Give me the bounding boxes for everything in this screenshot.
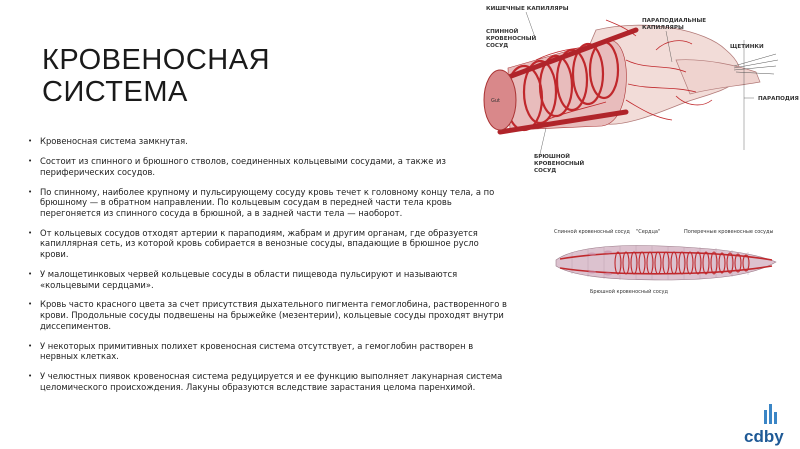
bullet-dot-icon: • bbox=[28, 137, 33, 145]
earthworm-vessels-illustration bbox=[552, 222, 780, 296]
label-dorsal-vessel-1: СПИННОЙ bbox=[486, 29, 519, 35]
label-ventral-vessel-1: БРЮШНОЙ bbox=[534, 154, 570, 160]
bullet-dot-icon: • bbox=[28, 156, 33, 165]
label-ring-vessels: Поперечные кровеносные сосуды bbox=[684, 229, 774, 235]
label-ventral-vessel-2: КРОВЕНОСНЫЙ bbox=[534, 161, 585, 167]
bullet-item bbox=[28, 136, 508, 147]
label-intestinal-capillaries: КИШЕЧНЫЕ КАПИЛЛЯРЫ bbox=[486, 6, 569, 12]
label-ventral-vessel-3: СОСУД bbox=[534, 168, 557, 174]
bullet-dot-icon: • bbox=[28, 269, 33, 278]
bullet-text: Кровеносная система замкнутая. bbox=[40, 136, 188, 146]
label-parapodial-capillaries-1: ПАРАПОДИАЛЬНЫЕ bbox=[642, 18, 707, 24]
bullet-list bbox=[28, 136, 508, 402]
bullet-item bbox=[28, 269, 508, 290]
bullet-item bbox=[28, 299, 508, 331]
bullet-text: От кольцевых сосудов отходят артерии к параподиям, жабрам и другим органам, где образуется капиллярная сеть, из которой кровь собирается в венозные сосуды, впадающие в брюшное русло крови. bbox=[40, 227, 479, 259]
bullet-text: Кровь часто красного цвета за счет присутствия дыхательного пигмента гемоглобина, растворенного в крови. Продольные сосуды подвешены на брыжейке (мезентерии), кольцевые сосуды проходят внутри диссепиментов. bbox=[40, 299, 507, 331]
bullet-dot-icon: • bbox=[28, 300, 33, 309]
bullet-item bbox=[28, 156, 508, 177]
bullet-item bbox=[28, 228, 508, 260]
title-line-2: СИСТЕМА bbox=[42, 76, 188, 108]
worm-circulatory-illustration bbox=[476, 0, 800, 178]
title-line-1: КРОВЕНОСНАЯ bbox=[42, 44, 271, 76]
bullet-item bbox=[28, 341, 508, 362]
bullet-dot-icon: • bbox=[28, 372, 33, 381]
label-parapodial-capillaries-2: КАПИЛЛЯРЫ bbox=[642, 25, 684, 31]
bullet-text: Состоит из спинного и брюшного стволов, соединенных кольцевыми сосудами, а также из периферических сосудов. bbox=[40, 155, 446, 177]
gut-label: Gut bbox=[491, 98, 501, 104]
label-dorsal-vessel-bottom: Спинной кровеносный сосуд bbox=[554, 229, 630, 235]
logo-bars-icon bbox=[764, 404, 777, 424]
cdby-logo bbox=[742, 402, 796, 446]
logo-text: cdby bbox=[744, 427, 784, 446]
label-hearts: "Сердца" bbox=[636, 229, 661, 235]
label-setae: ЩЕТИНКИ bbox=[730, 44, 764, 50]
bullet-item bbox=[28, 187, 508, 219]
bullet-dot-icon: • bbox=[28, 341, 33, 350]
bullet-text: По спинному, наиболее крупному и пульсирующему сосуду кровь течет к головному концу тела, а по брюшному — в обратном направлении. По кольцевым сосудам в передней части тела кровь перегоняется из спинного сосуда в брюшной, а в задней части тела — наоборот. bbox=[40, 186, 495, 218]
label-parapodia: ПАРАПОДИЯ bbox=[758, 96, 799, 102]
slide-title bbox=[42, 44, 302, 108]
bullet-text: У малощетинковых червей кольцевые сосуды в области пищевода пульсируют и называются «кольцевыми сердцами». bbox=[40, 268, 458, 290]
bullet-dot-icon: • bbox=[28, 228, 33, 237]
bullet-text: У челюстных пиявок кровеносная система редуцируется и ее функцию выполняет лакунарная система целомического происхождения. Лакуны образуются вследствие зарастания целома паренхимой. bbox=[40, 371, 503, 392]
bullet-item bbox=[28, 371, 508, 392]
bullet-dot-icon: • bbox=[28, 187, 33, 196]
label-dorsal-vessel-3: СОСУД bbox=[486, 43, 509, 49]
label-ventral-vessel-bottom: Брюшной кровеносный сосуд bbox=[590, 289, 668, 295]
label-dorsal-vessel-2: КРОВЕНОСНЫЙ bbox=[486, 36, 537, 42]
bullet-text: У некоторых примитивных полихет кровеносная система отсутствует, а гемоглобин растворен в нервных клетках. bbox=[40, 340, 474, 362]
